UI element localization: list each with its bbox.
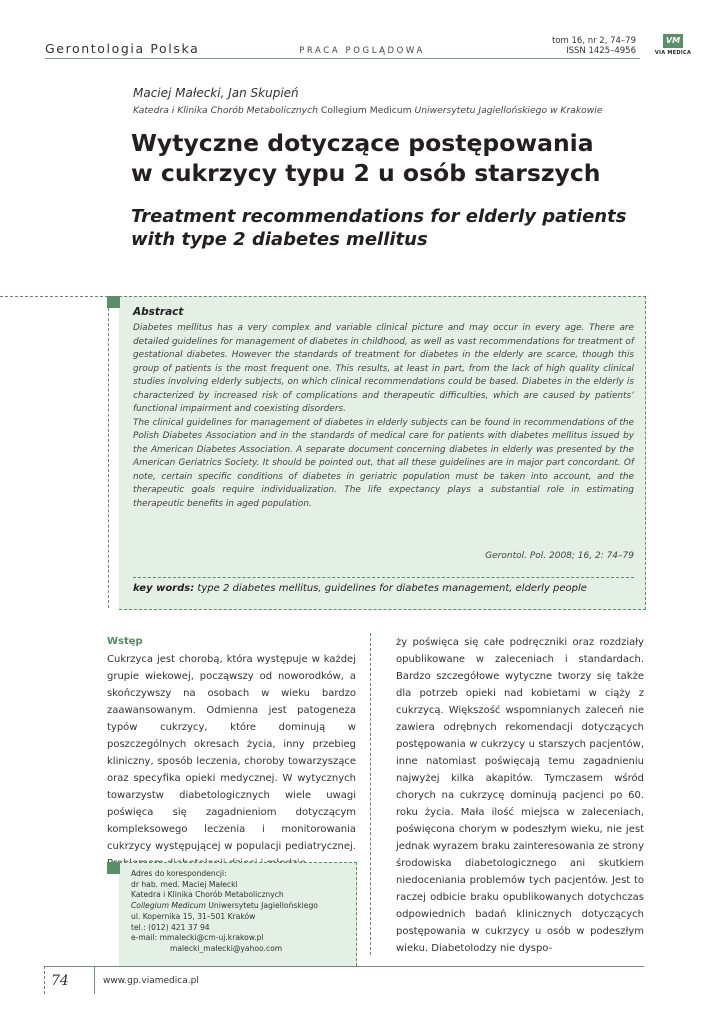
keywords-label: key words: bbox=[133, 583, 195, 594]
section-label: PRACA POGLĄDOWA bbox=[299, 46, 425, 56]
volume-number: tom 16, nr 2, 74–79 bbox=[551, 36, 636, 46]
abstract-dash-rule bbox=[0, 296, 108, 297]
body-column-left: Cukrzyca jest chorobą, która występuje w każdej grupie wiekowej, począwszy od noworodków, a skończywszy na osobach w wieku bardzo zaawansowanym. Odmienna jest patogeneza typów cukrzycy, które dominują w poszczególnych okresach życia, inny przebieg kliniczny, sposób leczenia, choroby towarzyszące oraz specyfika opieki medycznej. W wytycznych towarzystw diabetologicznych wiele uwagi poświęca się zagadnieniom dotyczącym kompleksowego leczenia i monitorowania cukrzycy występującej w populacji pediatrycznej. bbox=[107, 654, 356, 852]
abstract-paragraph: The clinical guidelines for management of diabetes in elderly subjects can be found in recommendations of the Polish Diabetes Association and in the standards of medical care for patients with diabetes mellitus issued by the American Diabetes Association. A separate document concerning diabetes in elderly was presented by the American Geriatrics Society. It should be pointed out, that all these guidelines are in major part concordant. Of note, certain specific conditions of diabetes in geriatric population must be taken into account, and the therapeutic goals require individualization. The life expectancy plays a substantial role in estimating therapeutic benefits in aged population. bbox=[133, 417, 634, 509]
affiliation-university: Uniwersytetu Jagiellońskiego w Krakowie bbox=[414, 105, 603, 116]
footer-side-rule bbox=[44, 966, 45, 994]
title-en-line: with type 2 diabetes mellitus bbox=[131, 229, 428, 250]
abstract-heading: Abstract bbox=[133, 306, 184, 318]
keywords-rule bbox=[133, 577, 634, 578]
affiliation-college: Collegium Medicum bbox=[320, 105, 412, 116]
affiliation-department: Katedra i Klinika Chorób Metabolicznych bbox=[133, 105, 318, 116]
authors: Maciej Małecki, Jan Skupień bbox=[133, 86, 299, 100]
journal-name: Gerontologia Polska bbox=[45, 41, 200, 56]
title-pl-line: w cukrzycy typu 2 u osób starszych bbox=[131, 159, 601, 187]
corr-email[interactable]: e-mail: mmalecki@cm-uj.krakow.pl bbox=[131, 933, 264, 943]
volume-info bbox=[552, 36, 636, 56]
footer-rule bbox=[44, 966, 644, 967]
article-title-english bbox=[131, 205, 651, 251]
column-divider bbox=[370, 633, 371, 955]
issn: ISSN 1425–4956 bbox=[566, 46, 636, 56]
article-title-polish bbox=[131, 128, 651, 188]
title-en-line: Treatment recommendations for elderly patients bbox=[131, 206, 627, 227]
corr-line: tel.: (012) 421 37 94 bbox=[131, 922, 210, 932]
abstract-marker bbox=[107, 296, 120, 308]
citation: Gerontol. Pol. 2008; 16, 2: 74–79 bbox=[485, 551, 634, 561]
section-heading: Wstęp bbox=[107, 636, 143, 647]
journal-url[interactable]: www.gp.viamedica.pl bbox=[103, 976, 199, 986]
corr-line: Katedra i Klinika Chorób Metabolicznych bbox=[131, 890, 284, 900]
publisher-logo bbox=[654, 34, 692, 56]
keywords bbox=[133, 583, 587, 594]
body-column-right: ży poświęca się całe podręczniki oraz rozdziały opublikowane w zaleceniach i standardach. Bardzo szczegółowe wytyczne tworzy się także dla potrzeb opieki nad kobietami w ciąży z cukrzycą. Większość wspomnianych zaleceń nie zawiera odrębnych rekomendacji dotyczących postępowania w cukrzycy u starszych pacjentów, inne natomiast poświęcają temu zagadnieniu najwyżej kilka akapitów. Tymczasem wśród chorych na cukrzycę dominują pacjenci po 60. roku życia. Mała ilość miejsca w zaleceniach, poświęcona chorym w podeszłym wieku, nie jest jednak wyrazem braku zainteresowania ze strony środowiska diabetologicznego ani skutkiem niedoceniania problemów tych pacjentów. Jest to raczej odbicie braku opublikowanych dotychczas odpowiednich badań klinicznych dotyczących postępowania w cukrzycy u osób w podeszłym wieku. Diabetolodzy nie dyspo- bbox=[396, 637, 644, 954]
abstract-text bbox=[133, 322, 634, 511]
corr-line bbox=[131, 901, 356, 912]
abstract-paragraph: Diabetes mellitus has a very complex and variable clinical picture and may occur in every age. There are detailed guidelines for management of diabetes in childhood, as well as vast recommendations for treatment of gestational diabetes. However the standards of treatment for diabetes in the elderly are scarce, though this group of patients is the most frequent one. This results, at least in part, from the lack of high quality clinical studies involving elderly subjects, on which clinical recommendations could be based. Diabetes in the elderly is characterized by increased risk of complications and therapeutic difficulties, which are caused by patients’ functional impairment and coexisting disorders. bbox=[133, 323, 634, 414]
footer-divider bbox=[94, 966, 95, 994]
logo-text: VIA MEDICA bbox=[654, 50, 692, 56]
corr-email[interactable]: malecki_malecki@yahoo.com bbox=[170, 943, 283, 953]
corr-line: Adres do korespondencji: bbox=[131, 869, 227, 878]
affiliation bbox=[133, 105, 603, 116]
correspondence-address bbox=[131, 869, 356, 955]
corr-line: ul. Kopernika 15, 31–501 Kraków bbox=[131, 911, 256, 921]
corr-college: Collegium Medicum bbox=[131, 901, 206, 911]
keywords-text: type 2 diabetes mellitus, guidelines for diabetes management, elderly people bbox=[197, 583, 587, 594]
header-rule bbox=[45, 58, 640, 59]
title-pl-line: Wytyczne dotyczące postępowania bbox=[131, 129, 594, 157]
corr-university: Uniwersytetu Jagiellońskiego bbox=[205, 901, 318, 911]
abstract-side-rule bbox=[108, 308, 109, 608]
logo-mark: VM bbox=[663, 34, 683, 48]
page-number: 74 bbox=[51, 973, 69, 989]
corr-line: dr hab. med. Maciej Małecki bbox=[131, 879, 238, 889]
correspondence-marker bbox=[107, 862, 120, 874]
